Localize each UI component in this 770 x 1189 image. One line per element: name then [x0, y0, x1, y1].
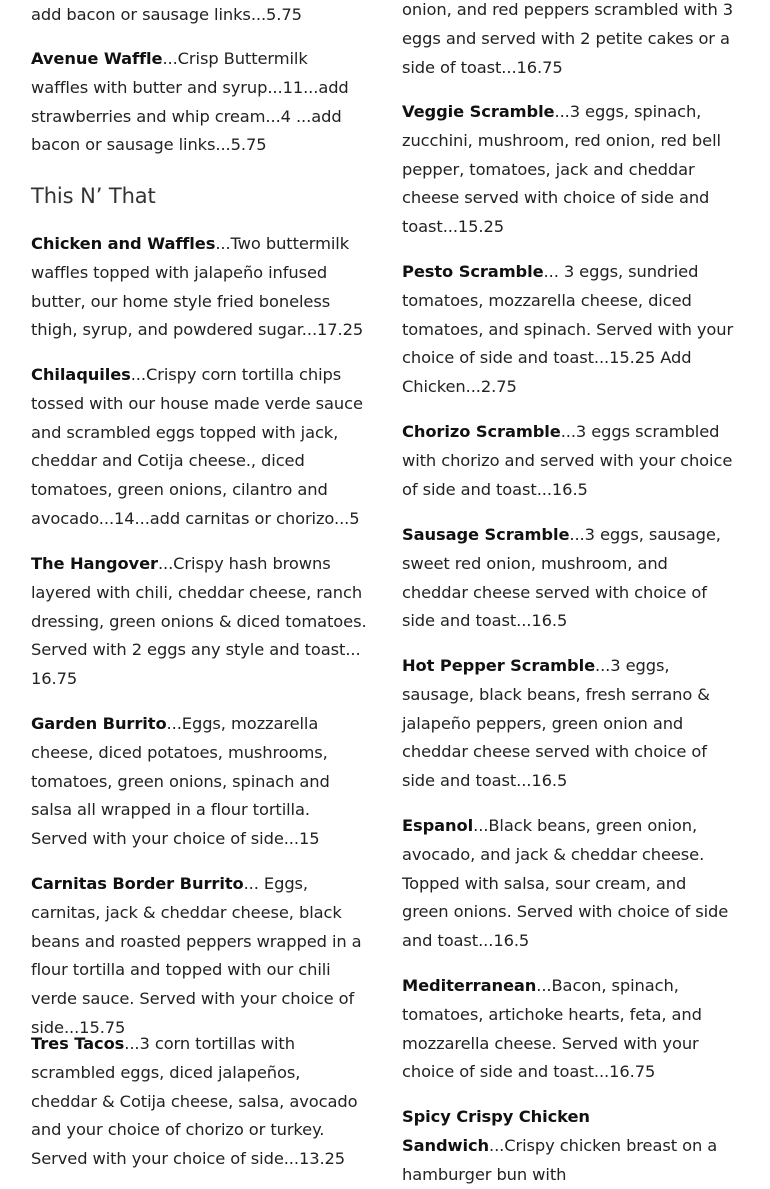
item-name: Sausage Scramble — [402, 525, 570, 544]
item-name: Garden Burrito — [31, 714, 167, 733]
item-name: Chicken and Waffles — [31, 234, 216, 253]
item-name: Espanol — [402, 816, 474, 835]
menu-item-avenue-waffle — [31, 45, 369, 160]
item-description: add bacon or sausage links...5.75 — [31, 5, 302, 24]
item-description: ... 3 eggs, sundried tomatoes, mozzarella cheese, diced tomatoes, and spinach. Served with your choice of side and toast...15.25 Add Chicken...2.75 — [402, 262, 734, 397]
menu-item-pesto-scramble — [402, 258, 734, 402]
item-description: ...Two buttermilk waffles topped with jalapeño infused butter, our home style fried boneless thigh, syrup, and powdered sugar...17.25 — [31, 234, 364, 340]
item-description: ...3 eggs, sausage, black beans, fresh serrano & jalapeño peppers, green onion and cheddar cheese served with choice of side and toast...16.5 — [402, 656, 710, 791]
item-description: ...Crispy hash browns layered with chili, cheddar cheese, ranch dressing, green onions & diced tomatoes. Served with 2 eggs any style and toast... 16.75 — [31, 554, 367, 689]
item-name: Mediterranean — [402, 976, 537, 995]
item-name: Carnitas Border Burrito — [31, 874, 244, 893]
menu-item-chicken-and-waffles — [31, 230, 369, 345]
menu-item-chilaquiles — [31, 361, 369, 534]
menu-item-veggie-scramble — [402, 98, 734, 242]
item-description: ...Eggs, mozzarella cheese, diced potatoes, mushrooms, tomatoes, green onions, spinach and salsa all wrapped in a flour tortilla. Served with your choice of side...15 — [31, 714, 330, 849]
menu-item-espanol — [402, 812, 734, 956]
menu-item-the-hangover — [31, 550, 369, 694]
item-name: The Hangover — [31, 554, 158, 573]
item-description: ...3 corn tortillas with scrambled eggs, diced jalapeños, cheddar & Cotija cheese, salsa, avocado and your choice of chorizo or turkey. Served with your choice of side...13.25 — [31, 1034, 358, 1169]
menu-item-fragment — [31, 1, 369, 30]
item-description: ...Bacon, spinach, tomatoes, artichoke hearts, feta, and mozzarella cheese. Served with your choice of side and toast...16.75 — [402, 976, 702, 1082]
item-name: Chilaquiles — [31, 365, 131, 384]
item-description: ...Black beans, green onion, avocado, and jack & cheddar cheese. Topped with salsa, sour cream, and green onions. Served with choice of side and toast...16.5 — [402, 816, 729, 951]
item-name: Veggie Scramble — [402, 102, 555, 121]
menu-item-hot-pepper-scramble — [402, 652, 734, 796]
item-description: ...Crisp Buttermilk waffles with butter and syrup...11...add strawberries and whip cream...4 ...add bacon or sausage links...5.75 — [31, 49, 349, 155]
item-name: Tres Tacos — [31, 1034, 125, 1053]
menu-item-chorizo-scramble — [402, 418, 734, 504]
item-name: Pesto Scramble — [402, 262, 544, 281]
item-description: ...Crispy chicken breast on a hamburger bun with — [402, 1135, 718, 1184]
menu-item-mediterranean — [402, 972, 734, 1087]
menu-item-garden-burrito — [31, 710, 369, 854]
item-description: ...Crispy corn tortilla chips tossed with our house made verde sauce and scrambled eggs topped with jack, cheddar and Cotija cheese., diced tomatoes, green onions, cilantro and avocado...14...add carnitas or chorizo...5 — [31, 365, 363, 528]
menu-item-tres-tacos — [31, 1030, 369, 1174]
item-name: Hot Pepper Scramble — [402, 656, 596, 675]
item-description: ...3 eggs, sausage, sweet red onion, mushroom, and cheddar cheese served with choice of side and toast...16.5 — [402, 525, 721, 631]
menu-item-fragment — [402, 0, 734, 82]
item-description: onion, and red peppers scrambled with 3 eggs and served with 2 petite cakes or a side of toast...16.75 — [402, 0, 734, 77]
section-title: This N’ That — [31, 184, 156, 208]
item-description: ...3 eggs, spinach, zucchini, mushroom, red onion, red bell pepper, tomatoes, jack and cheddar cheese served with choice of side and toast...15.25 — [402, 102, 721, 237]
item-name: Chorizo Scramble — [402, 422, 561, 441]
item-description: ...3 eggs scrambled with chorizo and served with your choice of side and toast...16.5 — [402, 422, 733, 499]
item-name: Spicy Crispy Chicken Sandwich — [402, 1107, 590, 1155]
menu-item-sausage-scramble — [402, 521, 734, 636]
menu-item-carnitas-border-burrito — [31, 870, 369, 1043]
item-description: ... Eggs, carnitas, jack & cheddar cheese, black beans and roasted peppers wrapped in a flour tortilla and topped with our chili verde sauce. Served with your choice of side...15.75 — [31, 874, 362, 1037]
menu-item-spicy-crispy-chicken-sandwich — [402, 1103, 734, 1189]
item-name: Avenue Waffle — [31, 49, 163, 68]
